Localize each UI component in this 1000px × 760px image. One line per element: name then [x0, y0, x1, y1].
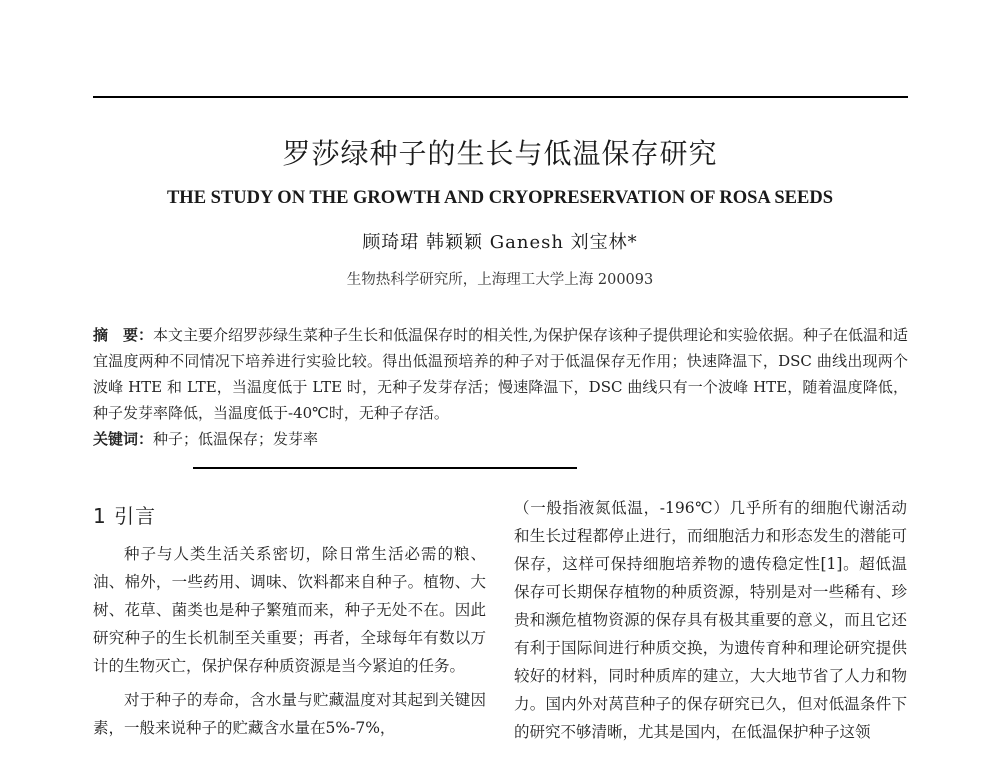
body-paragraph: 种子与人类生活关系密切，除日常生活必需的粮、油、棉外，一些药用、调味、饮料都来自种子。植物、大树、花草、菌类也是种子繁殖而来，种子无处不在。因此研究种子的生长机制至关重要；再者，全球每年有数以万计的生物灭亡，保护保存种质资源是当今紧迫的任务。 — [93, 545, 486, 675]
abstract — [93, 322, 908, 426]
keywords-text: 种子；低温保存；发芽率 — [153, 430, 319, 448]
left-column — [93, 494, 486, 748]
abstract-label: 摘 要： — [93, 326, 154, 344]
section-heading: 1 引言 — [93, 504, 157, 528]
author-list: 顾琦珺 韩颖颖 Ganesh 刘宝林* — [362, 232, 638, 253]
abstract-text: 本文主要介绍罗莎绿生菜种子生长和低温保存时的相关性,为保护保存该种子提供理论和实验依据。种子在低温和适宜温度两种不同情况下培养进行实验比较。得出低温预培养的种子对于低温保存无作用；快速降温下，DSC 曲线出现两个波峰 HTE 和 LTE，当温度低于 LTE 时，无种子发芽存活；慢速降温下，DSC 曲线只有一个波峰 HTE，随着温度降低，种子发芽率降低，当温度低于-40℃时，无种子存活。 — [93, 326, 908, 422]
right-column — [514, 494, 907, 752]
section-divider — [193, 467, 577, 469]
body-paragraph: （一般指液氮低温，-196℃）几乎所有的细胞代谢活动和生长过程都停止进行，而细胞活力和形态发生的潜能可保存，这样可保持细胞培养物的遗传稳定性[1]。超低温保存可长期保存植物的种质资源，特别是对一些稀有、珍贵和濒危植物资源的保存具有极其重要的意义，而且它还有利于国际间进行种质交换，为遗传育种和理论研究提供较好的材料，同时种质库的建立，大大地节省了人力和物力。国内外对莴苣种子的保存研究已久，但对低温条件下的研究不够清晰，尤其是国内，在低温保护种子这领 — [514, 499, 907, 741]
keywords-label: 关键词： — [93, 430, 154, 448]
paper-title-english: THE STUDY ON THE GROWTH AND CRYOPRESERVATION OF ROSA SEEDS — [166, 188, 834, 208]
keywords — [93, 426, 908, 452]
affiliation: 生物热科学研究所，上海理工大学上海 200093 — [346, 272, 654, 288]
body-paragraph: 对于种子的寿命，含水量与贮藏温度对其起到关键因素，一般来说种子的贮藏含水量在5%-7%， — [93, 691, 486, 737]
top-rule — [93, 96, 908, 98]
paper-title-chinese: 罗莎绿种子的生长与低温保存研究 — [282, 137, 718, 170]
